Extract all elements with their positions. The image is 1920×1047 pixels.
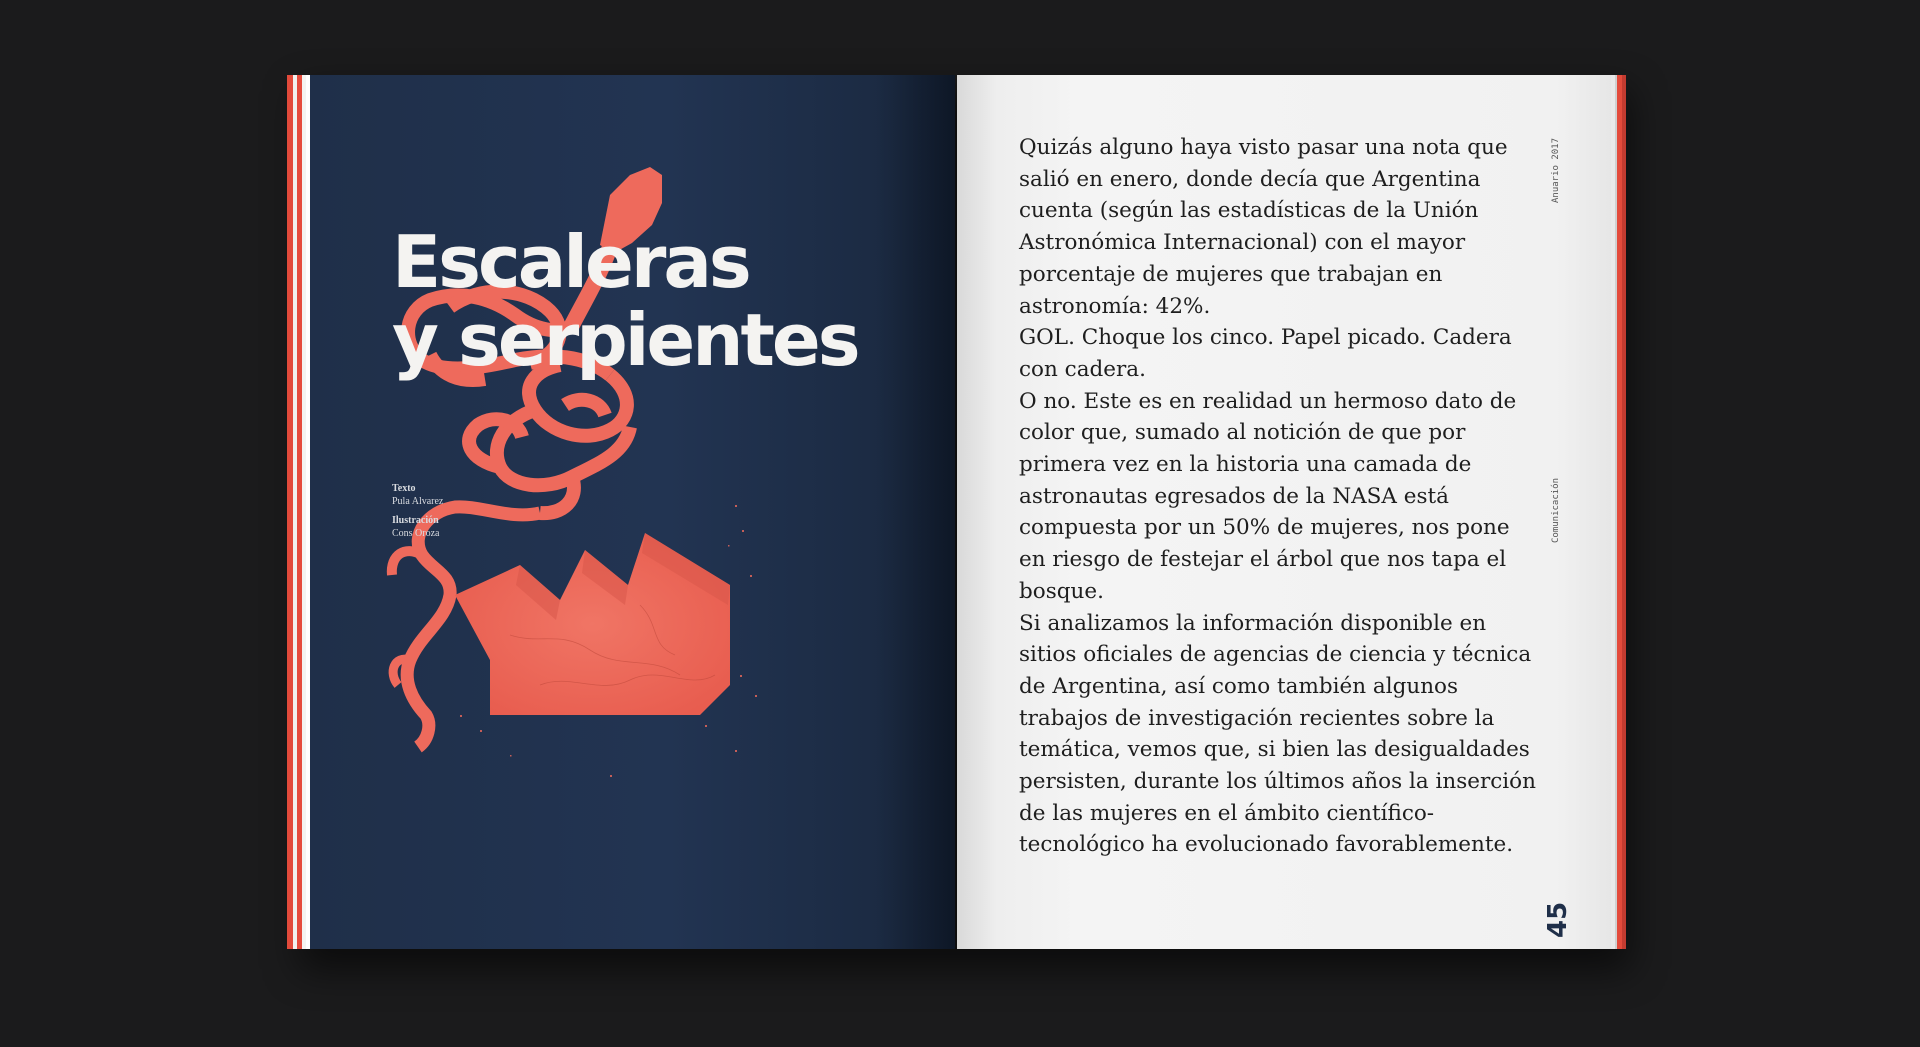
- right-page: [957, 75, 1613, 949]
- body-paragraph: GOL. Choque los cinco. Papel picado. Cadera con cadera.: [1019, 325, 1512, 382]
- credit-name-illustrator: Cons Oroza: [392, 528, 440, 539]
- page-number: 45: [1543, 901, 1573, 938]
- gutter-shadow: [875, 75, 955, 949]
- title-line-2: y serpientes: [392, 298, 858, 382]
- credits: [392, 482, 443, 546]
- credit-label-illustration: Ilustración: [392, 515, 439, 526]
- article-body: [1019, 132, 1539, 861]
- title-line-1: Escaleras: [392, 220, 749, 304]
- credit-name-author: Pula Alvarez: [392, 496, 444, 507]
- running-header-year: Anuario 2017: [1551, 137, 1561, 203]
- credit-label-text: Texto: [392, 483, 416, 494]
- body-paragraph: Quizás alguno haya visto pasar una nota que salió en enero, donde decía que Argentina cuenta (según las estadísticas de la Unión Astronómica Internacional) con el mayor porcentaje de mujeres que trabajan en astronomía: 42%.: [1019, 135, 1508, 319]
- article-title: [392, 220, 858, 382]
- left-page-edge: [287, 75, 311, 949]
- body-paragraph: Si analizamos la información disponible en sitios oficiales de agencias de ciencia y técnica de Argentina, así como también algunos trabajos de investigación recientes sobre la temática, vemos que, si bien las desigualdades persisten, durante los últimos años la inserción de las mujeres en el ámbito científico-tecnológico ha evolucionado favorablemente.: [1019, 610, 1536, 858]
- running-header-section: Comunicación: [1551, 477, 1561, 543]
- right-page-edge: [1611, 75, 1626, 949]
- left-page: [310, 75, 955, 949]
- body-paragraph: O no. Este es en realidad un hermoso dato de color que, sumado al notición de que por primera vez en la historia una camada de astronautas egresados de la NASA está compuesta por un 50% de mujeres, nos pone en riesgo de festejar el árbol que nos tapa el bosque.: [1019, 388, 1517, 604]
